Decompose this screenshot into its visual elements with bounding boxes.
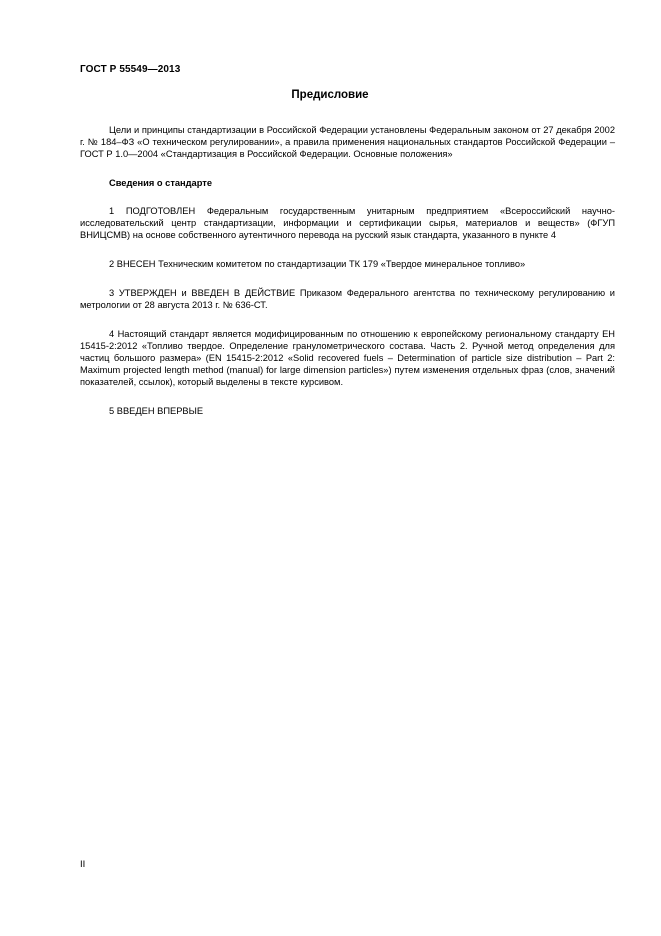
paragraph-prepared-by: 1 ПОДГОТОВЛЕН Федеральным государственным унитарным предприятием «Всероссийский научно-исследовательский центр стандартизации, информации и сертификации сырья, материалов и веществ» (ФГУП ВНИЦСМВ) на основе собственного аутентичного перевода на русский язык стандарта, указанного в пункте 4 (80, 206, 615, 240)
subheading-standard-info: Сведения о стандарте (109, 178, 213, 188)
paragraph-approved: 3 УТВЕРЖДЕН и ВВЕДЕН В ДЕЙСТВИЕ Приказом Федерального агентства по техническому регулированию и метрологии от 28 августа 2013 г. № 636-СТ. (80, 288, 615, 310)
foreword-body (80, 124, 615, 417)
page-number: II (80, 859, 86, 870)
paragraph-introduced-by: 2 ВНЕСЕН Техническим комитетом по стандартизации ТК 179 «Твердое минеральное топливо» (109, 259, 526, 269)
paragraph-standardization-goals: Цели и принципы стандартизации в Российской Федерации установлены Федеральным законом от 27 декабря 2002 г. № 184–ФЗ «О техническом регулировании», а правила применения национальных стандартов Российской Федерации – ГОСТ Р 1.0—2004 «Стандартизация в Российской Федерации. Основные положения» (80, 125, 615, 159)
paragraph-modified-standard: 4 Настоящий стандарт является модифицированным по отношению к европейскому региональному стандарту ЕН 15415-2:2012 «Топливо твердое. Определение гранулометрического состава. Часть 2. Ручной метод определения для частиц большого размера» (EN 15415-2:2012 «Solid recovered fuels – Determination of particle size distribution – Part 2: Maximum projected length method (manual) for large dimension particles») путем изменения отдельных фраз (слов, значений показателей, ссылок), который выделены в тексте курсивом. (80, 329, 615, 387)
page-title: Предисловие (291, 89, 369, 101)
paragraph-first-introduced: 5 ВВЕДЕН ВПЕРВЫЕ (109, 406, 204, 416)
document-id-header: ГОСТ Р 55549—2013 (80, 64, 181, 75)
